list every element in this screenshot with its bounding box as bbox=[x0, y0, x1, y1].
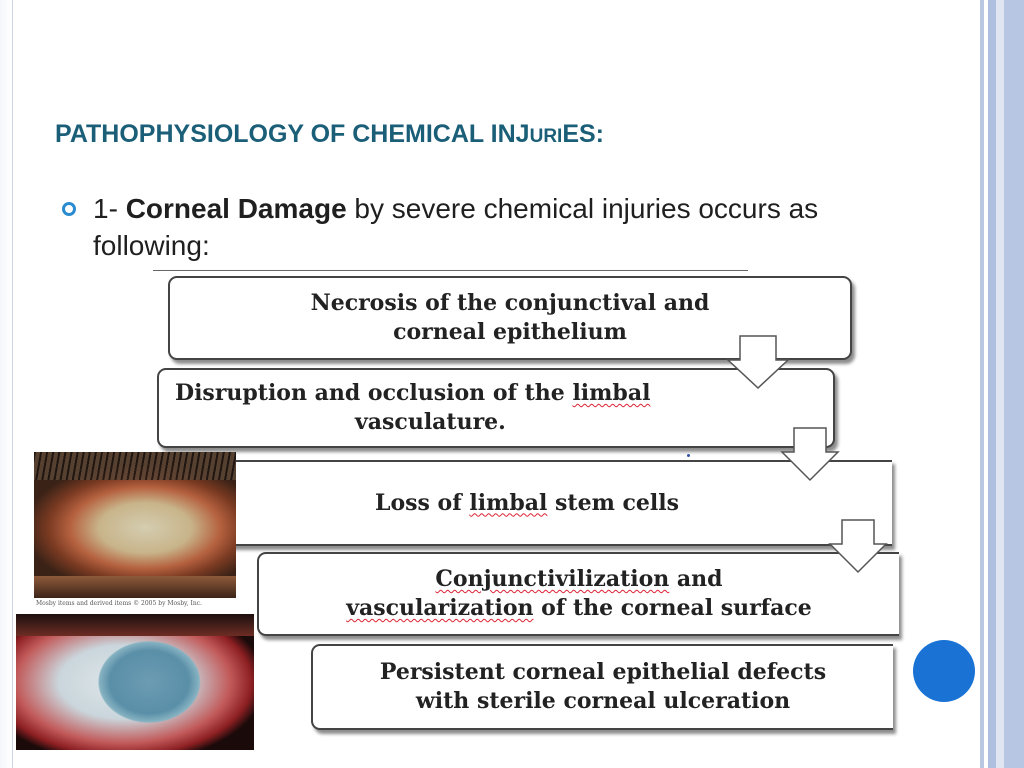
bullet-ring-icon bbox=[62, 202, 76, 216]
flow-step-4-text-d: of the corneal surface bbox=[533, 595, 812, 621]
title-text-2: ES: bbox=[562, 120, 605, 148]
flow-step-1-line-1: Necrosis of the conjunctival and bbox=[310, 290, 710, 316]
flow-step-2-line-2: vasculature. bbox=[355, 409, 506, 435]
title-text-smallcaps: URI bbox=[529, 126, 563, 147]
flow-step-5-line-1: Persistent corneal epithelial defects bbox=[379, 659, 827, 685]
flow-step-3-text-a: Loss of bbox=[374, 489, 470, 516]
flow-step-4-line-1 bbox=[346, 565, 812, 594]
slide-left-border bbox=[0, 0, 13, 768]
photo-caption: Mosby items and derived items © 2005 by Mosby, Inc. bbox=[36, 600, 202, 607]
bullet-text bbox=[93, 190, 853, 264]
divider-line bbox=[153, 270, 748, 271]
down-arrow-icon bbox=[828, 518, 888, 574]
eye-photo-2 bbox=[16, 614, 254, 750]
title-text-1: PATHOPHYSIOLOGY OF CHEMICAL INJ bbox=[55, 120, 530, 148]
down-arrow-icon bbox=[780, 426, 840, 482]
slide-right-border bbox=[976, 0, 1024, 768]
slide-nav-button[interactable] bbox=[913, 640, 975, 702]
flow-step-4-text-c: vascularization bbox=[346, 595, 534, 621]
eye-photo-1 bbox=[34, 452, 236, 598]
flow-step-2-line-1 bbox=[175, 379, 650, 408]
bullet-bold-term: Corneal Damage bbox=[125, 193, 347, 224]
flow-step-1-line-2: corneal epithelium bbox=[393, 319, 627, 345]
flow-step-4-line-2 bbox=[346, 594, 812, 623]
flow-step-4 bbox=[257, 552, 899, 636]
flow-step-4-text-b: and bbox=[669, 566, 723, 592]
flow-step-4-text-a: Conjunctivilization bbox=[435, 566, 670, 592]
bullet-rest: by severe chemical injuries occurs as following: bbox=[93, 193, 819, 261]
flow-step-3-text-c: stem cells bbox=[547, 489, 679, 516]
flow-step-2-text-a: Disruption and occlusion of the bbox=[175, 380, 573, 406]
flow-step-3-line bbox=[375, 489, 679, 518]
stray-dot bbox=[687, 454, 690, 457]
bullet-prefix: 1- bbox=[93, 193, 126, 224]
flow-step-5-line-2: with sterile corneal ulceration bbox=[415, 688, 791, 714]
flow-step-5 bbox=[311, 644, 893, 730]
slide-title bbox=[55, 120, 604, 149]
flow-step-2-text-b: limbal bbox=[572, 380, 651, 406]
down-arrow-icon bbox=[726, 334, 790, 390]
flow-step-3-text-b: limbal bbox=[469, 489, 548, 516]
